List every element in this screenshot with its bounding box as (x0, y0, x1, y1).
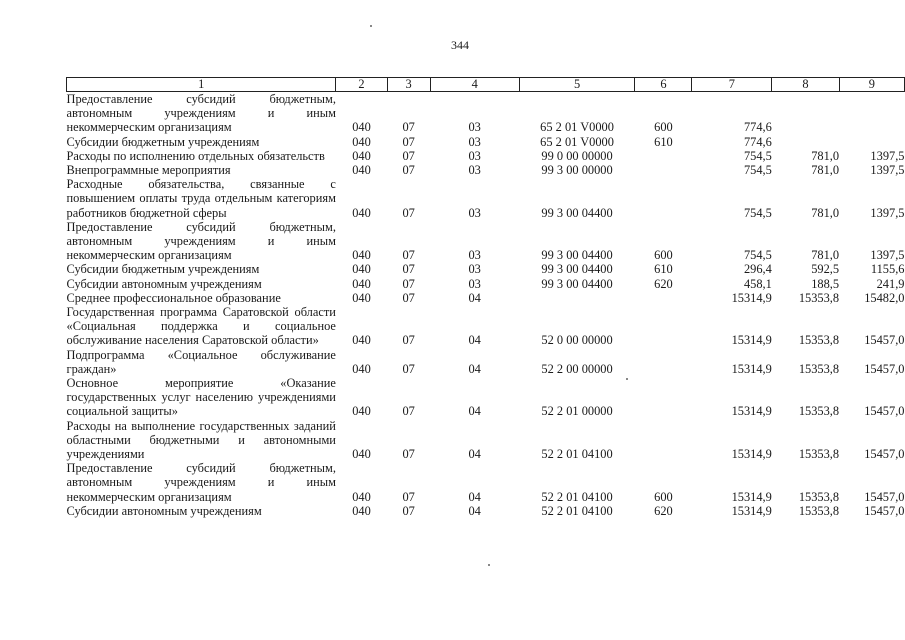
cell-section: 07 (402, 404, 415, 419)
cell-ministry: 040 (352, 205, 371, 220)
cell-expense-type (635, 177, 692, 220)
header-cell: 6 (635, 78, 692, 92)
cell-ministry: 040 (352, 361, 371, 376)
row-name: Внепрограммные мероприятия (66, 163, 231, 178)
table-row (67, 348, 905, 376)
cell-section: 07 (402, 333, 415, 348)
cell-amount-1: 15314,9 (731, 489, 772, 504)
cell-subsection: 03 (468, 134, 481, 149)
header-cell: 4 (430, 78, 519, 92)
header-cell: 8 (772, 78, 839, 92)
cell-section: 07 (402, 489, 415, 504)
cell-expense-type (635, 305, 692, 348)
header-cell: 9 (839, 78, 904, 92)
cell-section: 07 (402, 361, 415, 376)
cell-expense-type: 620 (654, 276, 673, 291)
cell-amount-2: 15353,8 (798, 361, 840, 376)
cell-target-article: 99 3 00 04400 (541, 262, 613, 277)
header-cell: 2 (336, 78, 387, 92)
cell-subsection: 04 (468, 290, 481, 305)
scan-artifact (488, 564, 490, 566)
row-name: Субсидии автономным учреждениям (66, 503, 262, 518)
cell-amount-1: 296,4 (743, 262, 772, 277)
row-name: Субсидии бюджетным учреждениям (66, 134, 260, 149)
cell-section: 07 (402, 290, 415, 305)
cell-section: 07 (402, 248, 415, 263)
table-row (67, 419, 905, 462)
cell-amount-3: 1155,6 (870, 262, 905, 277)
table-row (67, 504, 905, 518)
cell-amount-1: 15314,9 (731, 503, 772, 518)
cell-subsection: 03 (468, 248, 481, 263)
cell-amount-3: 241,9 (876, 276, 905, 291)
cell-expense-type (635, 291, 692, 305)
cell-amount-1: 754,5 (743, 148, 772, 163)
cell-expense-type (635, 419, 692, 462)
cell-amount-1: 774,6 (743, 134, 772, 149)
cell-amount-1: 754,5 (743, 163, 772, 178)
cell-subsection: 04 (468, 447, 481, 462)
cell-subsection: 03 (468, 148, 481, 163)
cell-target-article: 99 3 00 04400 (541, 248, 613, 263)
cell-target-article: 52 2 01 04100 (541, 489, 613, 504)
cell-amount-2: 15353,8 (798, 333, 840, 348)
cell-expense-type: 620 (654, 503, 673, 518)
row-name: Расходы по исполнению отдельных обязательств (66, 148, 325, 163)
cell-amount-2: 15353,8 (798, 489, 840, 504)
row-name: Субсидии автономным учреждениям (66, 276, 262, 291)
cell-section: 07 (402, 503, 415, 518)
cell-subsection: 03 (468, 205, 481, 220)
cell-ministry: 040 (352, 404, 371, 419)
cell-ministry: 040 (352, 120, 371, 135)
cell-amount-2: 15353,8 (798, 503, 840, 518)
cell-section: 07 (402, 120, 415, 135)
cell-subsection: 04 (468, 489, 481, 504)
cell-section: 07 (402, 447, 415, 462)
cell-ministry: 040 (352, 148, 371, 163)
cell-amount-2: 15353,8 (798, 290, 840, 305)
cell-subsection: 03 (468, 120, 481, 135)
cell-target-article: 99 3 00 00000 (541, 163, 613, 178)
cell-expense-type (635, 149, 692, 163)
table-row (67, 92, 905, 135)
header-cell: 3 (387, 78, 430, 92)
page-number: 344 (451, 38, 469, 52)
row-name: Государственная программа Саратовской области «Социальная поддержка и социальное обслуживание населения Саратовской области» (66, 305, 336, 348)
table-row (67, 305, 905, 348)
row-name: Подпрограмма «Социальное обслуживание граждан» (66, 347, 336, 376)
cell-target-article: 52 0 00 00000 (541, 333, 613, 348)
cell-amount-1: 754,5 (743, 248, 772, 263)
cell-subsection: 03 (468, 163, 481, 178)
cell-amount-3: 15457,0 (864, 503, 905, 518)
row-name: Расходы на выполнение государственных заданий областными бюджетными и автономными учреждениями (66, 418, 336, 462)
cell-amount-2: 781,0 (811, 205, 840, 220)
cell-amount-3 (839, 135, 904, 149)
cell-amount-3: 15457,0 (864, 333, 905, 348)
cell-section: 07 (402, 134, 415, 149)
row-name: Предоставление субсидий бюджетным, автономным учреждениям и иным некоммерческим организациям (66, 461, 336, 504)
cell-amount-3: 15457,0 (864, 447, 905, 462)
table-row (67, 177, 905, 220)
cell-section: 07 (402, 262, 415, 277)
cell-target-article (519, 291, 635, 305)
cell-amount-3: 15457,0 (864, 489, 905, 504)
cell-section: 07 (402, 148, 415, 163)
row-name: Расходные обязательства, связанные с повышением оплаты труда отдельным категориям работников бюджетной сферы (66, 177, 336, 220)
cell-expense-type (635, 376, 692, 419)
cell-amount-3: 15457,0 (864, 361, 905, 376)
row-name: Среднее профессиональное образование (66, 290, 281, 305)
cell-amount-3: 1397,5 (870, 248, 905, 263)
table-row (67, 149, 905, 163)
cell-target-article: 52 2 01 00000 (541, 404, 613, 419)
header-cell: 1 (67, 78, 336, 92)
cell-target-article: 65 2 01 V0000 (540, 120, 614, 135)
cell-expense-type (635, 163, 692, 177)
cell-section: 07 (402, 205, 415, 220)
cell-expense-type: 600 (654, 248, 673, 263)
cell-expense-type: 600 (654, 489, 673, 504)
header-cell: 5 (519, 78, 635, 92)
header-cell: 7 (692, 78, 772, 92)
cell-amount-2: 188,5 (811, 276, 840, 291)
cell-expense-type: 610 (654, 134, 673, 149)
row-name: Предоставление субсидий бюджетным, автономным учреждениям и иным некоммерческим организациям (66, 219, 336, 263)
cell-amount-3: 1397,5 (870, 148, 905, 163)
cell-amount-1: 15314,9 (731, 333, 772, 348)
cell-target-article: 52 2 01 04100 (541, 447, 613, 462)
cell-target-article: 52 2 01 04100 (541, 503, 613, 518)
cell-amount-1: 774,6 (743, 120, 772, 135)
cell-target-article: 99 3 00 04400 (541, 276, 613, 291)
cell-amount-1: 15314,9 (731, 404, 772, 419)
cell-subsection: 04 (468, 503, 481, 518)
cell-amount-3: 1397,5 (870, 205, 905, 220)
cell-subsection: 04 (468, 333, 481, 348)
table-row (67, 291, 905, 305)
cell-ministry: 040 (352, 262, 371, 277)
cell-ministry: 040 (352, 163, 371, 178)
cell-ministry: 040 (352, 290, 371, 305)
cell-amount-1: 15314,9 (731, 447, 772, 462)
cell-target-article: 99 0 00 00000 (541, 148, 613, 163)
cell-expense-type: 610 (654, 262, 673, 277)
cell-subsection: 03 (468, 276, 481, 291)
cell-amount-1: 15314,9 (731, 290, 772, 305)
cell-subsection: 03 (468, 262, 481, 277)
cell-ministry: 040 (352, 134, 371, 149)
cell-expense-type (635, 348, 692, 376)
scan-artifact (626, 378, 628, 380)
row-name: Предоставление субсидий бюджетным, автономным учреждениям и иным некоммерческим организациям (66, 92, 336, 135)
table-body (67, 92, 905, 519)
cell-amount-3: 15457,0 (864, 404, 905, 419)
cell-ministry: 040 (352, 248, 371, 263)
cell-amount-1: 15314,9 (731, 361, 772, 376)
cell-amount-3: 15482,0 (864, 290, 905, 305)
cell-ministry: 040 (352, 333, 371, 348)
cell-section: 07 (402, 276, 415, 291)
cell-target-article: 52 2 00 00000 (541, 361, 613, 376)
table-row (67, 135, 905, 149)
cell-amount-3 (839, 92, 904, 135)
cell-amount-2: 781,0 (811, 248, 840, 263)
budget-table (66, 77, 905, 518)
cell-amount-1: 754,5 (743, 205, 772, 220)
cell-amount-2: 592,5 (811, 262, 840, 277)
cell-subsection: 04 (468, 361, 481, 376)
row-name: Основное мероприятие «Оказание государственных услуг населению учреждениями социальной защиты» (66, 376, 336, 419)
cell-target-article: 99 3 00 04400 (541, 205, 613, 220)
cell-subsection: 04 (468, 404, 481, 419)
table-row (67, 376, 905, 419)
cell-ministry: 040 (352, 489, 371, 504)
cell-amount-1: 458,1 (743, 276, 772, 291)
cell-amount-2 (772, 92, 839, 135)
scan-artifact (370, 25, 372, 27)
cell-amount-2: 781,0 (811, 148, 840, 163)
cell-amount-2: 781,0 (811, 163, 840, 178)
cell-ministry: 040 (352, 503, 371, 518)
table-row (67, 163, 905, 177)
row-name: Субсидии бюджетным учреждениям (66, 262, 260, 277)
table-row (67, 220, 905, 263)
table-row (67, 277, 905, 291)
cell-section: 07 (402, 163, 415, 178)
table-row (67, 262, 905, 276)
cell-amount-3: 1397,5 (870, 163, 905, 178)
cell-target-article: 65 2 01 V0000 (540, 134, 614, 149)
cell-amount-2 (772, 135, 839, 149)
cell-amount-2: 15353,8 (798, 404, 840, 419)
cell-amount-2: 15353,8 (798, 447, 840, 462)
table-row (67, 461, 905, 504)
cell-ministry: 040 (352, 447, 371, 462)
cell-ministry: 040 (352, 276, 371, 291)
cell-expense-type: 600 (654, 120, 673, 135)
header-row (67, 78, 905, 92)
